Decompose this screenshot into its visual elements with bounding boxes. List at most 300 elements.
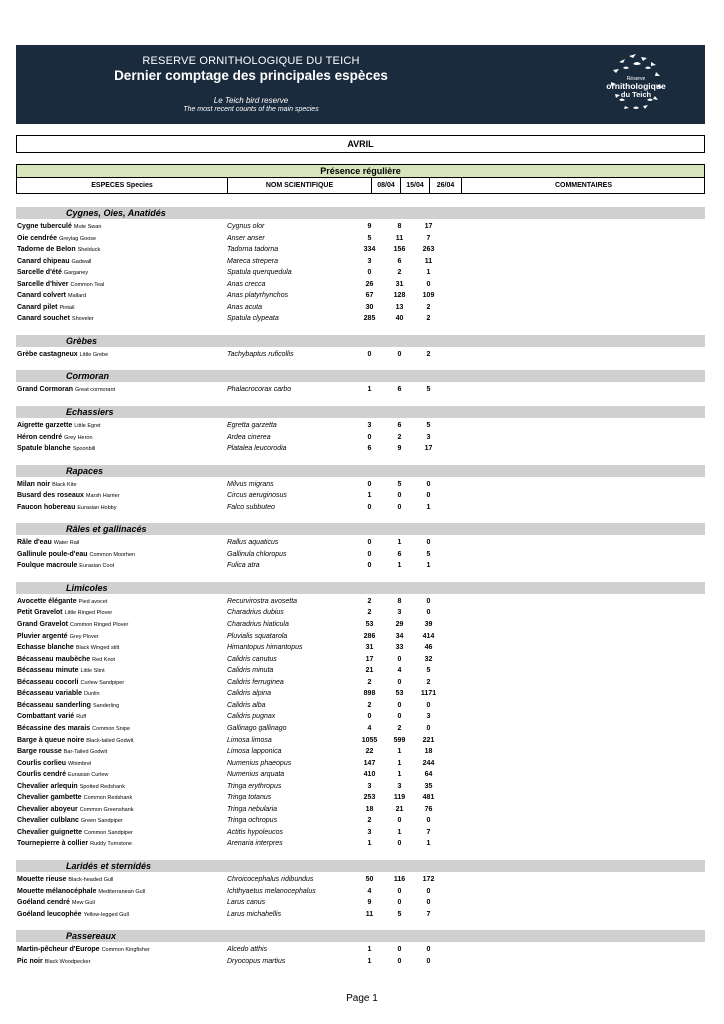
col-comments: COMMENTAIRES bbox=[461, 178, 705, 193]
english-name: Common Greenshank bbox=[79, 806, 134, 813]
count-date-1: 18 bbox=[365, 805, 374, 813]
count-date-1: 6 bbox=[367, 445, 372, 453]
french-name: Canard chipeau bbox=[17, 257, 70, 265]
count-date-1: 2 bbox=[367, 609, 372, 617]
english-name: Mallard bbox=[68, 293, 87, 300]
scientific-name: Recurvirostra avosetta bbox=[227, 597, 298, 605]
count-date-2: 8 bbox=[397, 223, 402, 230]
scientific-name: Ardea cinerea bbox=[227, 433, 271, 441]
count-date-2: 6 bbox=[397, 386, 402, 394]
section-rows bbox=[16, 535, 705, 572]
section-heading: Rapaces bbox=[16, 465, 705, 477]
count-date-1: 410 bbox=[363, 771, 376, 779]
english-name: Ruff bbox=[76, 714, 87, 721]
species-name bbox=[17, 349, 108, 362]
count-date-2: 5 bbox=[397, 480, 402, 488]
english-name: Common Teal bbox=[70, 281, 105, 288]
table-row bbox=[16, 432, 705, 444]
french-name: Héron cendré bbox=[17, 433, 63, 441]
section-rows bbox=[16, 418, 705, 455]
scientific-name: Fulica atra bbox=[227, 562, 260, 570]
scientific-name: Anas platyrhynchos bbox=[227, 292, 289, 300]
count-date-3: 0 bbox=[426, 946, 431, 954]
table-row bbox=[16, 956, 705, 968]
table-row bbox=[16, 302, 705, 314]
count-date-3: 64 bbox=[424, 771, 433, 779]
scientific-name: Spatula querquedula bbox=[227, 269, 292, 277]
scientific-name: Calidris alpina bbox=[227, 690, 271, 698]
table-row bbox=[16, 479, 705, 491]
french-name: Cygne tuberculé bbox=[17, 223, 72, 230]
count-date-3: 0 bbox=[426, 887, 431, 895]
french-name: Goéland leucophée bbox=[17, 910, 82, 918]
count-date-1: 4 bbox=[367, 887, 372, 895]
scientific-name: Tringa totanus bbox=[227, 794, 272, 802]
french-name: Combattant varié bbox=[17, 713, 75, 721]
scientific-name: Anas crecca bbox=[227, 280, 266, 288]
table-row bbox=[16, 490, 705, 502]
scientific-name: Tadorna tadorna bbox=[227, 246, 279, 254]
scientific-name: Numenius arquata bbox=[227, 771, 285, 779]
count-date-3: 46 bbox=[424, 644, 433, 652]
scientific-name: Tringa erythropus bbox=[227, 782, 282, 790]
english-name: Ruddy Turnstone bbox=[90, 841, 132, 848]
count-date-2: 6 bbox=[397, 422, 402, 430]
count-date-3: 263 bbox=[422, 246, 435, 254]
scientific-name: Charadrius dubius bbox=[227, 609, 284, 617]
section-gap bbox=[16, 325, 705, 335]
table-row bbox=[16, 792, 705, 804]
count-date-2: 0 bbox=[397, 887, 402, 895]
species-name bbox=[17, 560, 114, 573]
scientific-name: Spatula clypeata bbox=[227, 315, 279, 323]
count-date-3: 0 bbox=[426, 480, 431, 488]
logo-text-3: du Teich bbox=[620, 90, 652, 99]
english-name: Shelduck bbox=[77, 247, 101, 254]
count-date-3: 5 bbox=[426, 386, 431, 394]
english-name: Eurasian Coot bbox=[79, 563, 115, 570]
table-row bbox=[16, 838, 705, 850]
count-date-3: 76 bbox=[424, 805, 433, 813]
count-date-3: 109 bbox=[422, 292, 435, 300]
count-date-1: 0 bbox=[367, 562, 372, 570]
french-name: Courlis cendré bbox=[17, 771, 67, 779]
english-name: Yellow-legged Gull bbox=[83, 911, 129, 918]
scientific-name: Circus aeruginosus bbox=[227, 492, 287, 500]
english-name: Common Kingfisher bbox=[101, 947, 150, 954]
table-row bbox=[16, 244, 705, 256]
english-name: Black Winged stilt bbox=[75, 645, 120, 652]
count-date-2: 2 bbox=[397, 724, 402, 732]
table-row bbox=[16, 443, 705, 455]
count-date-3: 18 bbox=[424, 748, 433, 756]
scientific-name: Larus michahellis bbox=[227, 910, 282, 918]
table-row bbox=[16, 735, 705, 747]
count-date-1: 3 bbox=[367, 422, 372, 430]
french-name: Râle d'eau bbox=[17, 539, 52, 547]
section-gap bbox=[16, 396, 705, 406]
page-number: Page 1 bbox=[346, 993, 378, 1004]
french-name: Busard des roseaux bbox=[17, 492, 84, 500]
english-name: Pied avocet bbox=[78, 598, 108, 605]
count-date-3: 17 bbox=[424, 445, 433, 453]
scientific-name: Larus canus bbox=[227, 899, 266, 907]
english-name: Grey Heron bbox=[64, 434, 93, 441]
count-date-1: 5 bbox=[367, 234, 372, 242]
table-row bbox=[16, 665, 705, 677]
french-name: Gallinule poule-d'eau bbox=[17, 550, 88, 558]
count-date-1: 1 bbox=[367, 957, 372, 965]
count-date-3: 0 bbox=[426, 899, 431, 907]
french-name: Grand Gravelot bbox=[17, 621, 68, 629]
table-row bbox=[16, 607, 705, 619]
english-name: Curlew Sandpiper bbox=[80, 679, 125, 686]
table-row bbox=[16, 758, 705, 770]
count-date-2: 0 bbox=[397, 899, 402, 907]
table-row bbox=[16, 349, 705, 361]
logo-text-2: ornithologique bbox=[606, 81, 666, 91]
scientific-name: Anas acuta bbox=[227, 303, 263, 311]
french-name: Mouette rieuse bbox=[17, 875, 67, 883]
count-date-2: 0 bbox=[397, 350, 402, 358]
count-date-2: 1 bbox=[397, 539, 402, 547]
english-reserve-name: Le Teich bird reserve bbox=[213, 96, 289, 105]
count-date-1: 0 bbox=[367, 269, 372, 277]
english-name: Black Woodpecker bbox=[44, 958, 91, 965]
table-row bbox=[16, 221, 705, 233]
count-date-3: 7 bbox=[426, 234, 431, 242]
table-row bbox=[16, 654, 705, 666]
section-gap bbox=[16, 920, 705, 930]
english-name: Common Moorhen bbox=[89, 551, 136, 558]
french-name: Goéland cendré bbox=[17, 899, 70, 907]
count-date-1: 3 bbox=[367, 828, 372, 836]
count-date-2: 29 bbox=[395, 621, 404, 629]
count-date-2: 119 bbox=[393, 794, 406, 802]
count-date-2: 1 bbox=[397, 759, 402, 767]
french-name: Aigrette garzette bbox=[17, 422, 73, 430]
section-gap bbox=[16, 455, 705, 465]
count-date-3: 1 bbox=[426, 269, 431, 277]
count-date-3: 11 bbox=[424, 257, 433, 265]
table-row bbox=[16, 560, 705, 572]
count-date-1: 67 bbox=[365, 292, 374, 300]
scientific-name: Egretta garzetta bbox=[227, 422, 277, 430]
section-rows bbox=[16, 872, 705, 920]
table-row bbox=[16, 700, 705, 712]
french-name: Bécasseau sanderling bbox=[17, 701, 91, 709]
section-heading: Limicoles bbox=[16, 582, 705, 594]
count-date-2: 3 bbox=[397, 609, 402, 617]
table-row bbox=[16, 631, 705, 643]
table-row bbox=[16, 256, 705, 268]
count-date-1: 253 bbox=[363, 794, 376, 802]
french-name: Avocette élégante bbox=[17, 597, 77, 605]
table-row bbox=[16, 279, 705, 291]
table-row bbox=[16, 290, 705, 302]
section-heading: Cormoran bbox=[16, 370, 705, 382]
count-date-1: 3 bbox=[367, 257, 372, 265]
count-date-2: 0 bbox=[397, 817, 402, 825]
count-date-3: 0 bbox=[426, 957, 431, 965]
table-row bbox=[16, 688, 705, 700]
french-name: Sarcelle d'hiver bbox=[17, 280, 69, 288]
english-name: Pintail bbox=[59, 304, 75, 311]
count-date-3: 0 bbox=[426, 280, 431, 288]
count-date-1: 0 bbox=[367, 539, 372, 547]
count-date-2: 1 bbox=[397, 748, 402, 756]
scientific-name: Tachybaptus ruficollis bbox=[227, 350, 294, 358]
count-date-1: 17 bbox=[365, 655, 374, 663]
french-name: Bécasseau cocorli bbox=[17, 678, 79, 686]
french-name: Mouette mélanocéphale bbox=[17, 887, 97, 895]
english-name: Common Snipe bbox=[92, 725, 131, 732]
count-date-3: 0 bbox=[426, 701, 431, 709]
count-date-1: 285 bbox=[363, 315, 376, 323]
scientific-name: Dryocopus martius bbox=[227, 957, 286, 965]
section-heading: Grèbes bbox=[16, 335, 705, 347]
count-date-2: 5 bbox=[397, 910, 402, 918]
table-row bbox=[16, 537, 705, 549]
count-date-2: 1 bbox=[397, 771, 402, 779]
species-name bbox=[17, 502, 116, 515]
scientific-name: Tringa nebularia bbox=[227, 805, 278, 813]
count-date-1: 898 bbox=[363, 690, 376, 698]
reserve-name: RESERVE ORNITHOLOGIQUE DU TEICH bbox=[142, 55, 360, 67]
english-name: Little Stint bbox=[80, 668, 105, 675]
count-date-3: 0 bbox=[426, 597, 431, 605]
section-gap bbox=[16, 572, 705, 582]
english-name: Sanderling bbox=[92, 702, 120, 709]
english-name: Little Ringed Plover bbox=[64, 610, 113, 617]
section-rows bbox=[16, 942, 705, 967]
count-date-2: 0 bbox=[397, 840, 402, 848]
table-row bbox=[16, 874, 705, 886]
count-date-3: 0 bbox=[426, 724, 431, 732]
species-name bbox=[17, 956, 90, 969]
count-date-3: 0 bbox=[426, 492, 431, 500]
scientific-name: Chroicocephalus ridibundus bbox=[227, 875, 314, 883]
count-date-1: 286 bbox=[363, 632, 376, 640]
english-name: Red Knot bbox=[92, 656, 116, 663]
count-date-2: 34 bbox=[395, 632, 404, 640]
french-name: Bécassine des marais bbox=[17, 724, 91, 732]
count-date-1: 50 bbox=[365, 875, 374, 883]
count-date-3: 7 bbox=[426, 828, 431, 836]
scientific-name: Calidris alba bbox=[227, 701, 266, 709]
col-scientific-name: NOM SCIENTIFIQUE bbox=[227, 178, 371, 193]
french-name: Oie cendrée bbox=[17, 234, 58, 242]
count-date-2: 9 bbox=[397, 445, 402, 453]
scientific-name: Anser anser bbox=[227, 234, 265, 242]
table-row bbox=[16, 313, 705, 325]
section-gap bbox=[16, 360, 705, 370]
table-row bbox=[16, 909, 705, 921]
scientific-name: Limosa limosa bbox=[227, 736, 272, 744]
count-date-2: 31 bbox=[395, 280, 404, 288]
french-name: Spatule blanche bbox=[17, 445, 71, 453]
count-date-2: 0 bbox=[397, 678, 402, 686]
table-row bbox=[16, 781, 705, 793]
table-row bbox=[16, 384, 705, 396]
count-date-2: 0 bbox=[397, 713, 402, 721]
count-date-3: 7 bbox=[426, 910, 431, 918]
count-date-2: 3 bbox=[397, 782, 402, 790]
count-date-1: 1 bbox=[367, 840, 372, 848]
count-date-3: 2 bbox=[426, 678, 431, 686]
table-row bbox=[16, 549, 705, 561]
table-row bbox=[16, 769, 705, 781]
count-date-1: 22 bbox=[365, 748, 374, 756]
french-name: Barge à queue noire bbox=[17, 736, 85, 744]
count-date-1: 0 bbox=[367, 713, 372, 721]
french-name: Canard pilet bbox=[17, 303, 58, 311]
french-name: Chevalier aboyeur bbox=[17, 805, 78, 813]
count-date-3: 1 bbox=[426, 503, 431, 511]
english-name: Gadwall bbox=[71, 258, 92, 265]
scientific-name: Falco subbuteo bbox=[227, 503, 275, 511]
english-subtitle: The most recent counts of the main species bbox=[183, 106, 319, 113]
scientific-name: Himantopus himantopus bbox=[227, 644, 303, 652]
count-date-2: 0 bbox=[397, 957, 402, 965]
count-date-3: 2 bbox=[426, 315, 431, 323]
scientific-name: Actitis hypoleucos bbox=[227, 828, 284, 836]
table-row bbox=[16, 897, 705, 909]
count-date-2: 6 bbox=[397, 550, 402, 558]
count-date-2: 33 bbox=[395, 644, 404, 652]
col-date-3: 26/04 bbox=[429, 178, 461, 193]
scientific-name: Arenaria interpres bbox=[227, 840, 283, 848]
section-gap bbox=[16, 513, 705, 523]
scientific-name: Milvus migrans bbox=[227, 480, 274, 488]
document-header bbox=[16, 45, 705, 124]
count-date-3: 1 bbox=[426, 562, 431, 570]
count-date-3: 172 bbox=[422, 875, 435, 883]
scientific-name: Alcedo atthis bbox=[227, 946, 268, 954]
table-row bbox=[16, 944, 705, 956]
count-date-1: 2 bbox=[367, 701, 372, 709]
french-name: Sarcelle d'été bbox=[17, 269, 62, 277]
count-date-1: 0 bbox=[367, 503, 372, 511]
count-date-3: 32 bbox=[424, 655, 433, 663]
count-date-1: 21 bbox=[365, 667, 374, 675]
english-name: Common Sandpiper bbox=[83, 829, 133, 836]
english-name: Dunlin bbox=[84, 691, 100, 698]
count-date-2: 0 bbox=[397, 946, 402, 954]
count-date-3: 35 bbox=[424, 782, 433, 790]
english-name: Marsh Harrier bbox=[85, 493, 120, 500]
count-date-3: 39 bbox=[424, 621, 433, 629]
count-date-3: 1 bbox=[426, 840, 431, 848]
scientific-name: Rallus aquaticus bbox=[227, 539, 279, 547]
section-rows bbox=[16, 382, 705, 396]
count-date-2: 0 bbox=[397, 503, 402, 511]
species-name bbox=[17, 909, 129, 922]
count-date-3: 5 bbox=[426, 422, 431, 430]
french-name: Martin-pêcheur d'Europe bbox=[17, 946, 100, 954]
french-name: Pic noir bbox=[17, 957, 43, 965]
french-name: Chevalier arlequin bbox=[17, 782, 78, 790]
french-name: Canard souchet bbox=[17, 315, 70, 323]
table-row bbox=[16, 804, 705, 816]
english-name: Grey Plover bbox=[69, 633, 99, 640]
table-row bbox=[16, 886, 705, 898]
english-name: Common Redshank bbox=[83, 795, 133, 802]
french-name: Courlis corlieu bbox=[17, 759, 67, 767]
count-date-2: 6 bbox=[397, 257, 402, 265]
section-rows bbox=[16, 347, 705, 361]
table-row bbox=[16, 233, 705, 245]
scientific-name: Pluvialis squatarola bbox=[227, 632, 288, 640]
french-name: Barge rousse bbox=[17, 748, 62, 756]
scientific-name: Ichthyaetus melanocephalus bbox=[227, 887, 316, 895]
table-row bbox=[16, 502, 705, 514]
section-heading: Passereaux bbox=[16, 930, 705, 942]
scientific-name: Cygnus olor bbox=[227, 223, 265, 230]
col-date-2: 15/04 bbox=[400, 178, 429, 193]
french-name: Pluvier argenté bbox=[17, 632, 68, 640]
scientific-name: Calidris pugnax bbox=[227, 713, 276, 721]
table-row bbox=[16, 642, 705, 654]
english-name: Bar-Tailed Godwit bbox=[63, 749, 108, 756]
species-name bbox=[17, 838, 132, 851]
count-date-3: 1171 bbox=[420, 690, 437, 698]
count-date-2: 13 bbox=[395, 303, 404, 311]
french-name: Chevalier culblanc bbox=[17, 817, 79, 825]
count-date-3: 0 bbox=[426, 609, 431, 617]
count-date-1: 2 bbox=[367, 817, 372, 825]
count-date-3: 244 bbox=[422, 759, 435, 767]
count-date-1: 1055 bbox=[361, 736, 378, 744]
english-name: Whimbrel bbox=[68, 760, 92, 767]
english-name: Shoveler bbox=[71, 316, 94, 323]
count-date-2: 0 bbox=[397, 655, 402, 663]
french-name: Bécasseau minute bbox=[17, 667, 79, 675]
french-name: Chevalier gambette bbox=[17, 794, 82, 802]
reserve-logo bbox=[599, 48, 673, 122]
english-name: Mediterranean Gull bbox=[98, 888, 146, 895]
species-sections bbox=[16, 207, 705, 967]
count-date-2: 156 bbox=[393, 246, 406, 254]
count-date-3: 2 bbox=[426, 303, 431, 311]
table-row bbox=[16, 267, 705, 279]
french-name: Grand Cormoran bbox=[17, 386, 74, 394]
english-name: Spotted Redshank bbox=[79, 783, 125, 790]
count-date-1: 3 bbox=[367, 782, 372, 790]
english-name: Garganey bbox=[63, 270, 89, 277]
count-date-1: 9 bbox=[367, 223, 372, 230]
scientific-name: Mareca strepera bbox=[227, 257, 278, 265]
count-date-2: 53 bbox=[395, 690, 404, 698]
scientific-name: Calidris ferruginea bbox=[227, 678, 284, 686]
english-name: Black Kite bbox=[52, 481, 77, 488]
french-name: Canard colvert bbox=[17, 292, 67, 300]
section-rows bbox=[16, 219, 705, 325]
english-name: Black-headed Gull bbox=[68, 876, 114, 883]
month-title: AVRIL bbox=[16, 135, 705, 153]
english-name: Spoonbill bbox=[72, 446, 96, 453]
scientific-name: Gallinago gallinago bbox=[227, 724, 287, 732]
section-heading: Râles et gallinacés bbox=[16, 523, 705, 535]
table-row bbox=[16, 711, 705, 723]
french-name: Grèbe castagneux bbox=[17, 350, 78, 358]
count-date-2: 4 bbox=[397, 667, 402, 675]
count-date-1: 1 bbox=[367, 492, 372, 500]
section-heading: Laridés et sternidés bbox=[16, 860, 705, 872]
count-date-2: 116 bbox=[393, 875, 406, 883]
french-name: Milan noir bbox=[17, 480, 51, 488]
count-date-2: 0 bbox=[397, 701, 402, 709]
